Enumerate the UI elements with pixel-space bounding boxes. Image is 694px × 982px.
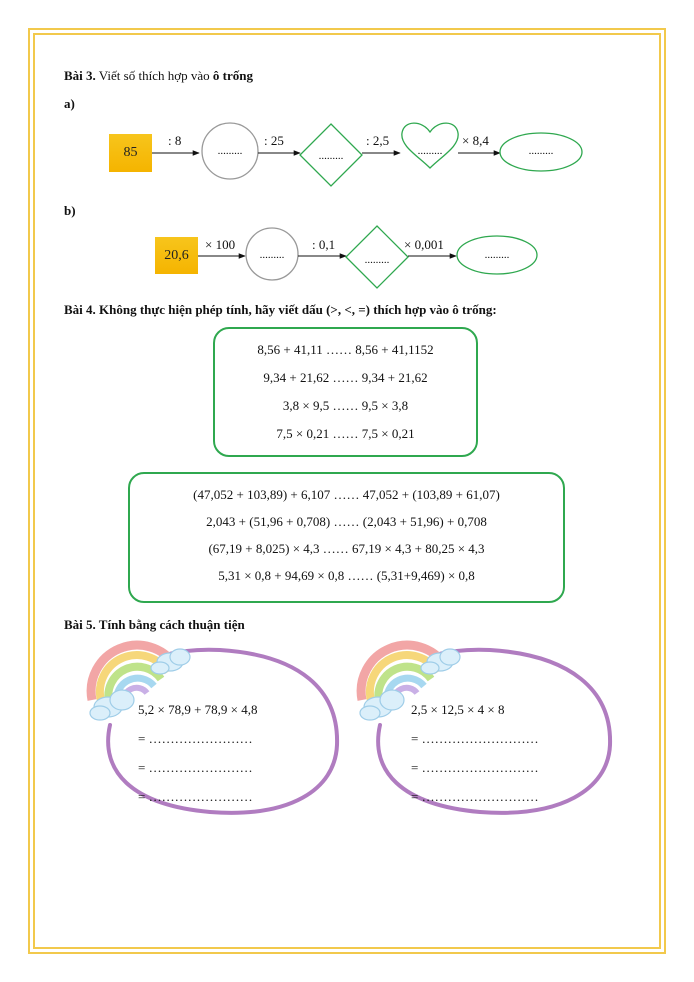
bai3-part-b: b) xyxy=(64,203,76,218)
compare-1-1[interactable]: 8,56 + 41,11 …… 8,56 + 41,1152 xyxy=(257,342,434,357)
compare-1-3[interactable]: 3,8 × 9,5 …… 9,5 × 3,8 xyxy=(282,398,409,413)
op-a-2: : 25 xyxy=(264,133,284,148)
blank-a-2[interactable]: ......... xyxy=(318,150,344,162)
blank-b-2[interactable]: ......... xyxy=(364,254,390,266)
op-a-4: × 8,4 xyxy=(462,133,489,148)
compare-2-1[interactable]: (47,052 + 103,89) + 6,107 …… 47,052 + (103,89 + 61,07) xyxy=(193,487,500,502)
compare-1-2[interactable]: 9,34 + 21,62 …… 9,34 + 21,62 xyxy=(263,370,428,385)
bai5-title: Bài 5. Tính bằng cách thuận tiện xyxy=(64,617,245,632)
blank-b-3[interactable]: ......... xyxy=(484,249,510,261)
bai5-right-line-3[interactable]: = ……………………… xyxy=(411,789,539,804)
start-number-b: 20,6 xyxy=(155,237,198,274)
bai3-part-a: a) xyxy=(64,96,75,111)
op-a-3: : 2,5 xyxy=(366,133,390,148)
op-b-1: × 100 xyxy=(205,237,236,252)
bai5-right-expression: 2,5 × 12,5 × 4 × 8 xyxy=(411,702,505,717)
blank-a-1[interactable]: ......... xyxy=(217,145,243,157)
compare-2-4[interactable]: 5,31 × 0,8 + 94,69 × 0,8 …… (5,31+9,469) × 0,8 xyxy=(218,568,475,583)
compare-2-2[interactable]: 2,043 + (51,96 + 0,708) …… (2,043 + 51,96) + 0,708 xyxy=(206,514,487,529)
op-b-3: × 0,001 xyxy=(404,237,444,252)
bai3-instruction: Viết số thích hợp vào xyxy=(95,68,213,83)
bai3-label: Bài 3. xyxy=(64,68,96,83)
blank-a-3[interactable]: ......... xyxy=(417,145,443,157)
bai5-left-line-1[interactable]: = …………………… xyxy=(138,731,253,746)
start-number-a: 85 xyxy=(109,134,152,172)
blank-b-1[interactable]: ......... xyxy=(259,249,285,261)
op-b-2: : 0,1 xyxy=(312,237,336,252)
bai5-left-expression: 5,2 × 78,9 + 78,9 × 4,8 xyxy=(138,702,258,717)
compare-1-4[interactable]: 7,5 × 0,21 …… 7,5 × 0,21 xyxy=(276,426,415,441)
blank-a-4[interactable]: ......... xyxy=(528,145,554,157)
bai5-right-line-2[interactable]: = ……………………… xyxy=(411,760,539,775)
bai5-left-line-2[interactable]: = …………………… xyxy=(138,760,253,775)
bai3-instruction-bold: ô trống xyxy=(212,68,253,83)
op-a-1: : 8 xyxy=(168,133,182,148)
bai5-left-line-3[interactable]: = …………………… xyxy=(138,789,253,804)
bai5-right-line-1[interactable]: = ……………………… xyxy=(411,731,539,746)
compare-2-3[interactable]: (67,19 + 8,025) × 4,3 …… 67,19 × 4,3 + 80,25 × 4,3 xyxy=(208,541,485,556)
bai4-title: Bài 4. Không thực hiện phép tính, hãy viết dấu (>, <, =) thích hợp vào ô trống: xyxy=(64,302,497,317)
